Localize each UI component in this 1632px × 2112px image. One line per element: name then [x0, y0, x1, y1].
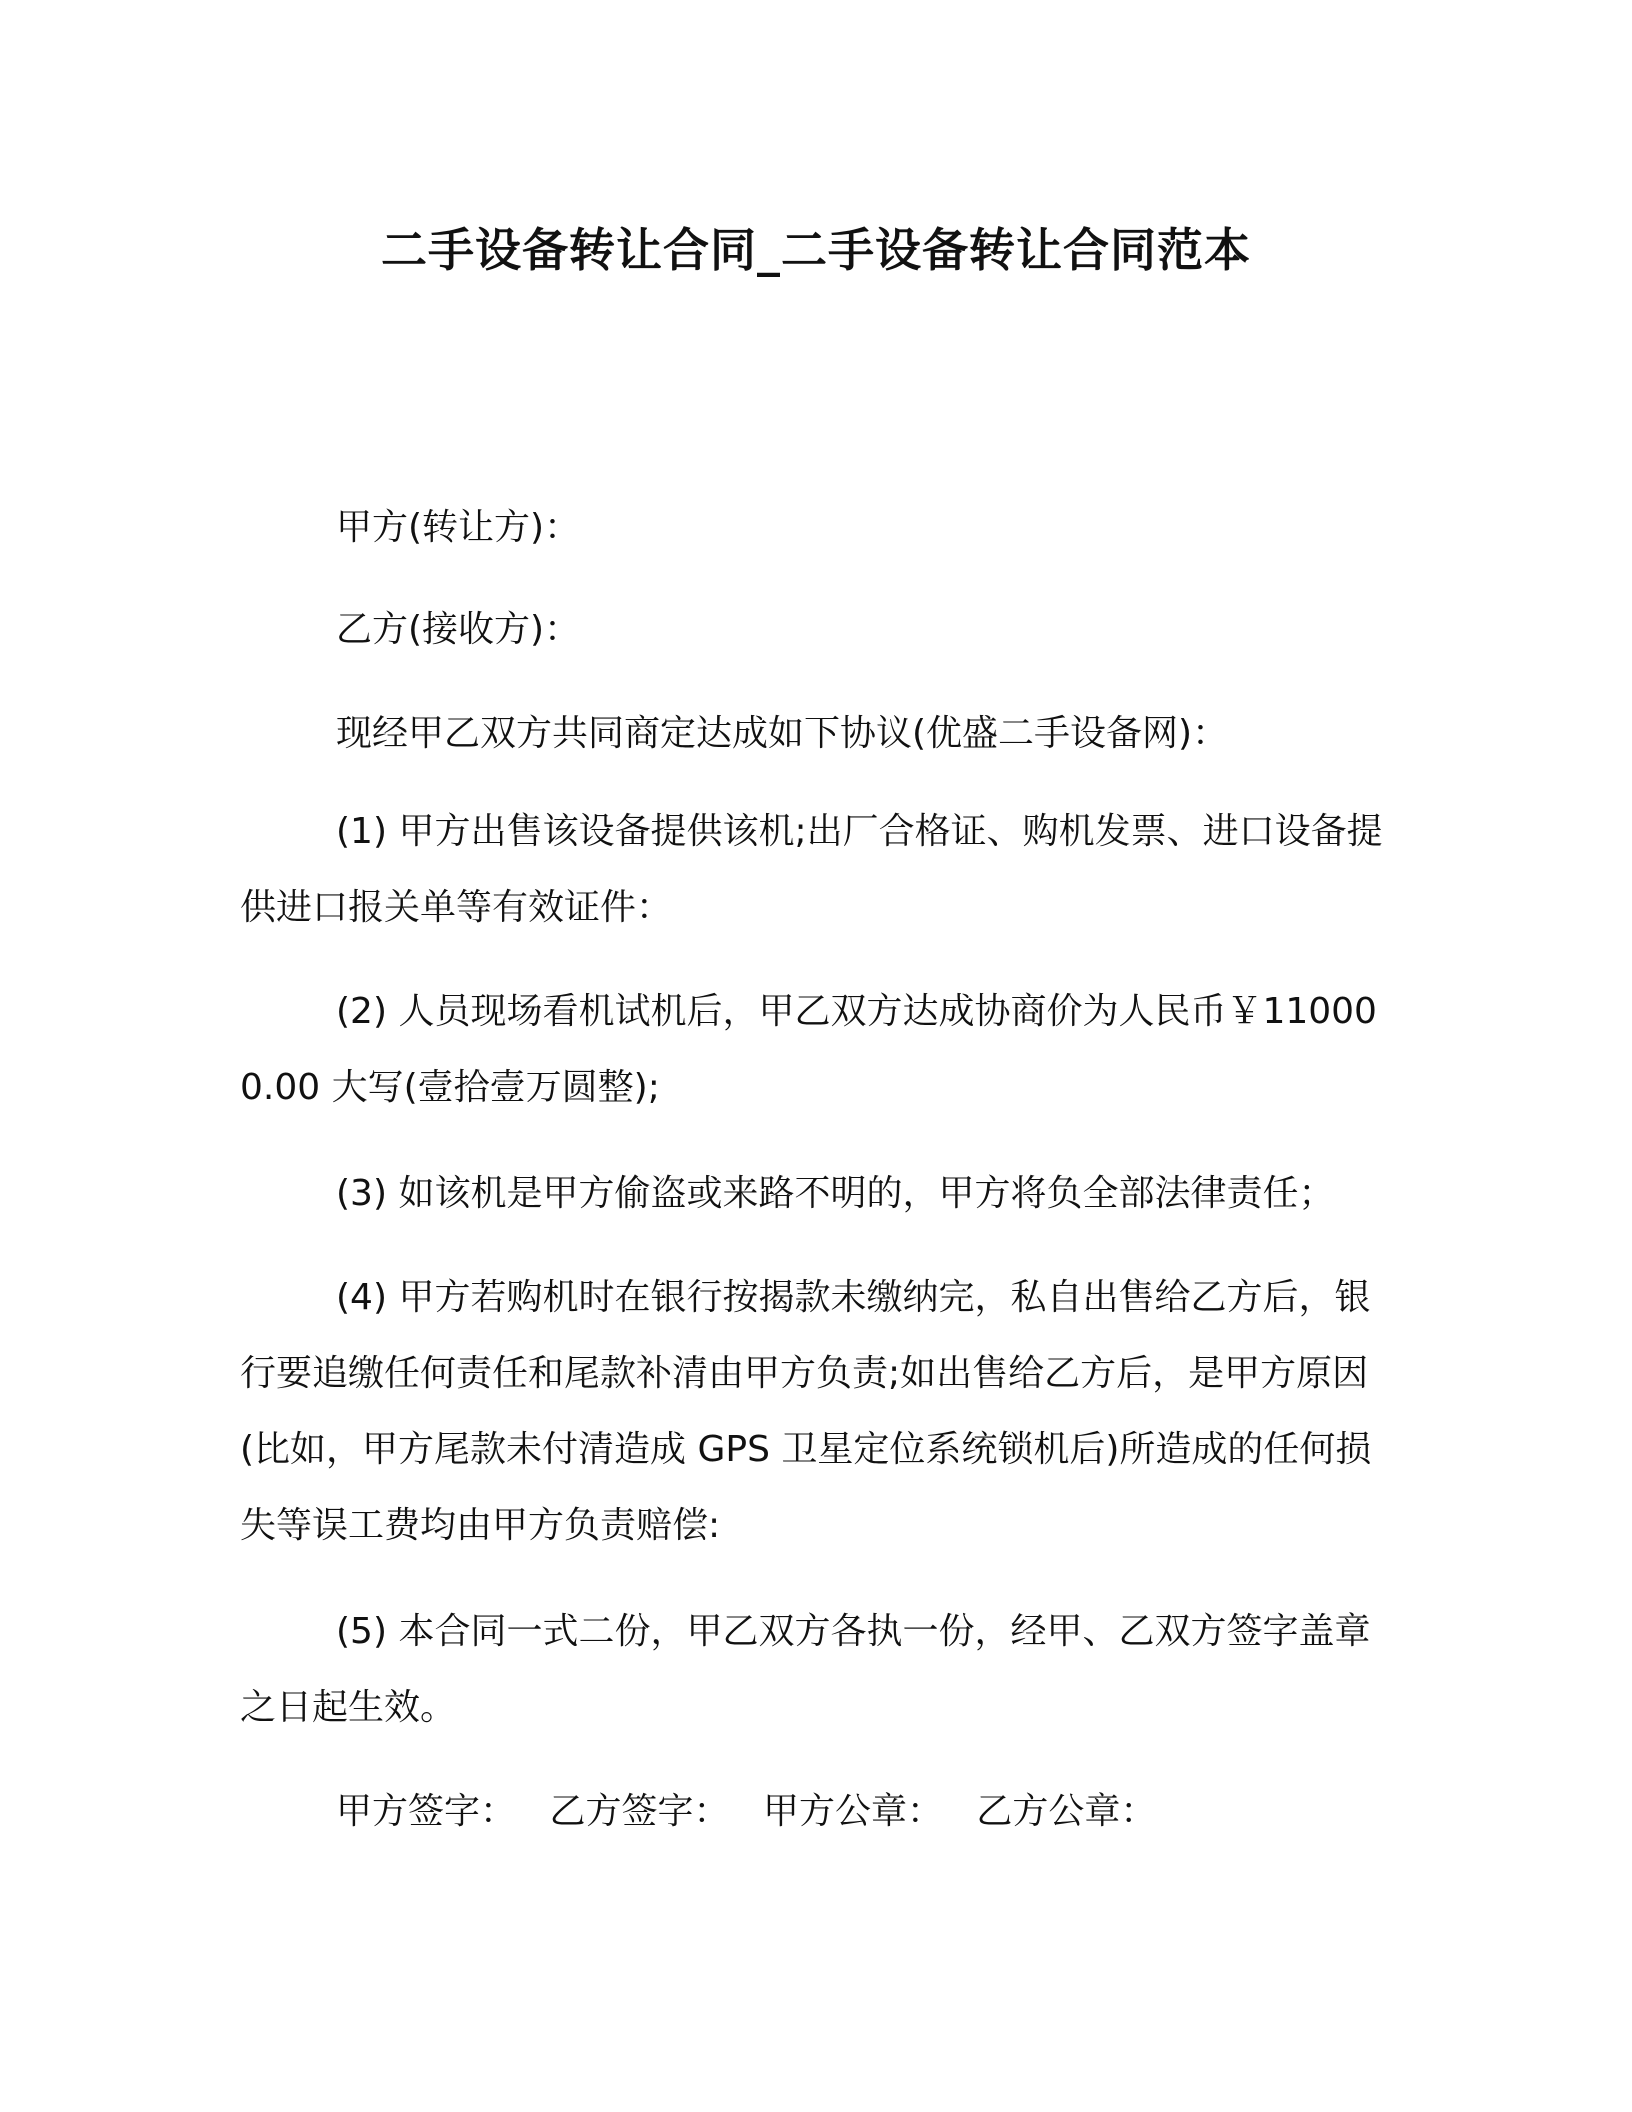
party-b-seal-label: 乙方公章： [976, 1791, 1157, 1832]
party-b-signature-label: 乙方签字： [549, 1791, 730, 1832]
party-a-signature-label: 甲方签字： [336, 1791, 517, 1832]
intro-paragraph: 现经甲乙双方共同商定达成如下协议(优盛二手设备网)： [336, 713, 1229, 754]
party-a-line: 甲方(转让方)： [336, 507, 581, 548]
signature-row [336, 1774, 1178, 1850]
party-a-seal-label: 甲方公章： [762, 1791, 943, 1832]
document-title: 二手设备转让合同_二手设备转让合同范本 [381, 223, 1251, 277]
party-b-line: 乙方(接收方)： [336, 609, 581, 650]
clause-2: (2) 人员现场看机试机后，甲乙双方达成协商价为人民币￥110000.00 大写(壹拾壹万圆整); [240, 991, 1377, 1108]
clause-4: (4) 甲方若购机时在银行按揭款未缴纳完，私自出售给乙方后，银行要追缴任何责任和尾款补清由甲方负责;如出售给乙方后，是甲方原因(比如，甲方尾款未付清造成 GPS 卫星定位系统锁机后)所造成的任何损失等误工费均由甲方负责赔偿: [240, 1277, 1372, 1546]
clause-1: (1) 甲方出售该设备提供该机;出厂合格证、购机发票、进口设备提供进口报关单等有效证件： [240, 811, 1383, 928]
clause-5: (5) 本合同一式二份，甲乙双方各执一份，经甲、乙双方签字盖章之日起生效。 [240, 1611, 1371, 1728]
clause-3: (3) 如该机是甲方偷盗或来路不明的，甲方将负全部法律责任； [336, 1173, 1335, 1214]
